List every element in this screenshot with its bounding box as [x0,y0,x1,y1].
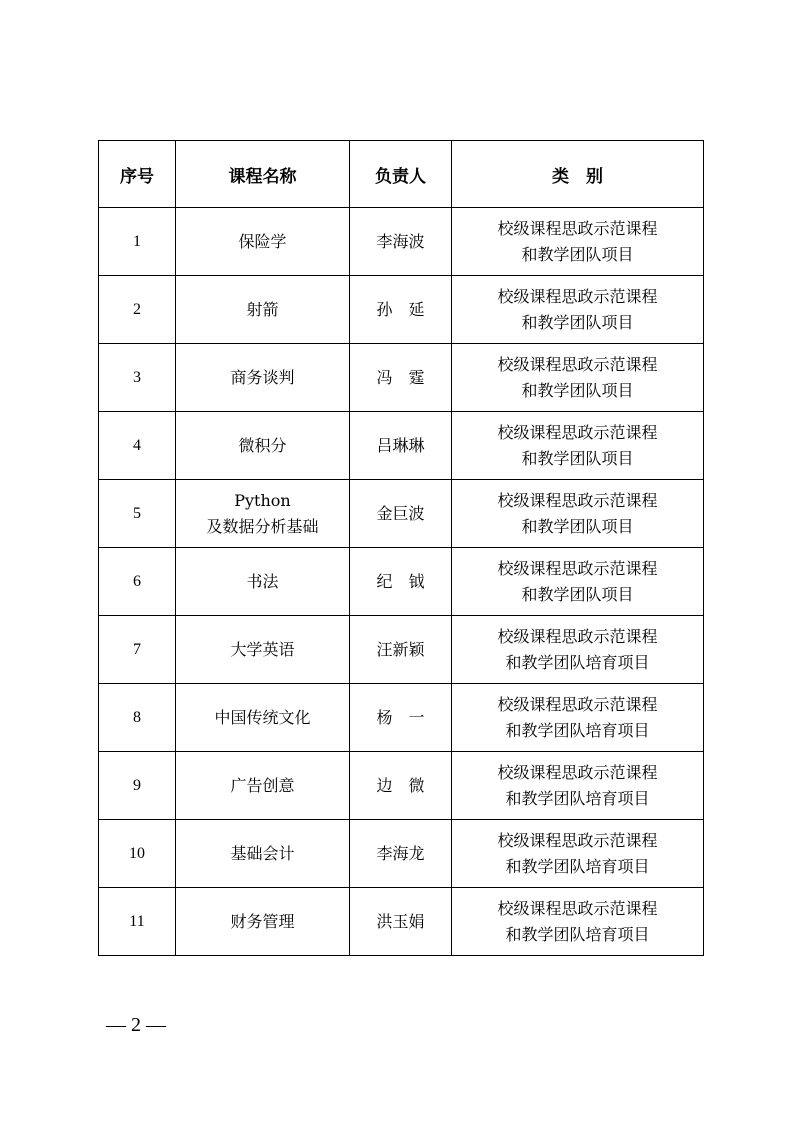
cell-index: 10 [99,820,176,888]
table-row [99,684,704,752]
course-table [98,140,704,956]
course-name-line: 大学英语 [230,639,295,659]
category-line: 和教学团队项目 [521,584,634,604]
table-row [99,888,704,956]
cell-course-name [176,684,350,752]
table-row [99,820,704,888]
course-name-line: 中国传统文化 [214,707,311,727]
course-name-line: 射箭 [246,299,279,319]
cell-index: 3 [99,344,176,412]
cell-index: 11 [99,888,176,956]
category-line: 和教学团队项目 [521,448,634,468]
cell-category [452,276,704,344]
cell-leader: 冯 霆 [350,344,452,412]
cell-index: 6 [99,548,176,616]
cell-category [452,752,704,820]
category-line: 校级课程思政示范课程 [497,218,658,238]
cell-leader: 纪 钺 [350,548,452,616]
table-row [99,344,704,412]
cell-index: 5 [99,480,176,548]
category-line: 和教学团队项目 [521,516,634,536]
cell-index: 7 [99,616,176,684]
table-row [99,276,704,344]
cell-category [452,344,704,412]
course-name-line: 及数据分析基础 [206,516,319,536]
cell-leader: 孙 延 [350,276,452,344]
cell-index: 1 [99,208,176,276]
cell-leader: 汪新颖 [350,616,452,684]
table-body [99,208,704,956]
cell-course-name [176,888,350,956]
course-name-line: 基础会计 [230,843,295,863]
table-row [99,412,704,480]
course-name-line: 商务谈判 [230,367,295,387]
cell-course-name [176,616,350,684]
cell-course-name [176,480,350,548]
header-leader: 负责人 [350,141,452,208]
category-line: 校级课程思政示范课程 [497,422,658,442]
category-line: 和教学团队项目 [521,244,634,264]
cell-course-name [176,208,350,276]
cell-category [452,548,704,616]
cell-category [452,480,704,548]
category-line: 校级课程思政示范课程 [497,762,658,782]
category-line: 和教学团队培育项目 [505,788,650,808]
category-line: 和教学团队培育项目 [505,924,650,944]
cell-category [452,208,704,276]
course-name-line: 广告创意 [230,775,295,795]
cell-leader: 洪玉娟 [350,888,452,956]
page-number: — 2 — [106,1014,166,1036]
table-row [99,752,704,820]
cell-index: 8 [99,684,176,752]
header-category: 类 别 [452,141,704,208]
category-line: 和教学团队培育项目 [505,856,650,876]
course-name-line: 保险学 [238,231,287,251]
category-line: 校级课程思政示范课程 [497,694,658,714]
course-name-line: Python [234,490,291,510]
category-line: 和教学团队项目 [521,312,634,332]
category-line: 校级课程思政示范课程 [497,830,658,850]
cell-index: 9 [99,752,176,820]
course-name-line: 财务管理 [230,911,295,931]
cell-category [452,684,704,752]
cell-course-name [176,344,350,412]
table-row [99,616,704,684]
cell-index: 2 [99,276,176,344]
cell-category [452,888,704,956]
category-line: 校级课程思政示范课程 [497,286,658,306]
category-line: 校级课程思政示范课程 [497,354,658,374]
cell-category [452,820,704,888]
table-row [99,208,704,276]
cell-course-name [176,276,350,344]
cell-index: 4 [99,412,176,480]
cell-leader: 吕琳琳 [350,412,452,480]
cell-course-name [176,412,350,480]
category-line: 校级课程思政示范课程 [497,490,658,510]
category-line: 校级课程思政示范课程 [497,898,658,918]
cell-category [452,616,704,684]
cell-leader: 杨 一 [350,684,452,752]
cell-leader: 李海波 [350,208,452,276]
cell-course-name [176,548,350,616]
category-line: 和教学团队培育项目 [505,720,650,740]
cell-leader: 金巨波 [350,480,452,548]
header-index: 序号 [99,141,176,208]
category-line: 校级课程思政示范课程 [497,626,658,646]
table-header-row [99,141,704,208]
table-row [99,480,704,548]
cell-category [452,412,704,480]
course-name-line: 书法 [246,571,279,591]
category-line: 校级课程思政示范课程 [497,558,658,578]
course-name-line: 微积分 [238,435,287,455]
header-course-name: 课程名称 [176,141,350,208]
table-row [99,548,704,616]
cell-leader: 李海龙 [350,820,452,888]
cell-leader: 边 微 [350,752,452,820]
cell-course-name [176,752,350,820]
cell-course-name [176,820,350,888]
category-line: 和教学团队培育项目 [505,652,650,672]
category-line: 和教学团队项目 [521,380,634,400]
